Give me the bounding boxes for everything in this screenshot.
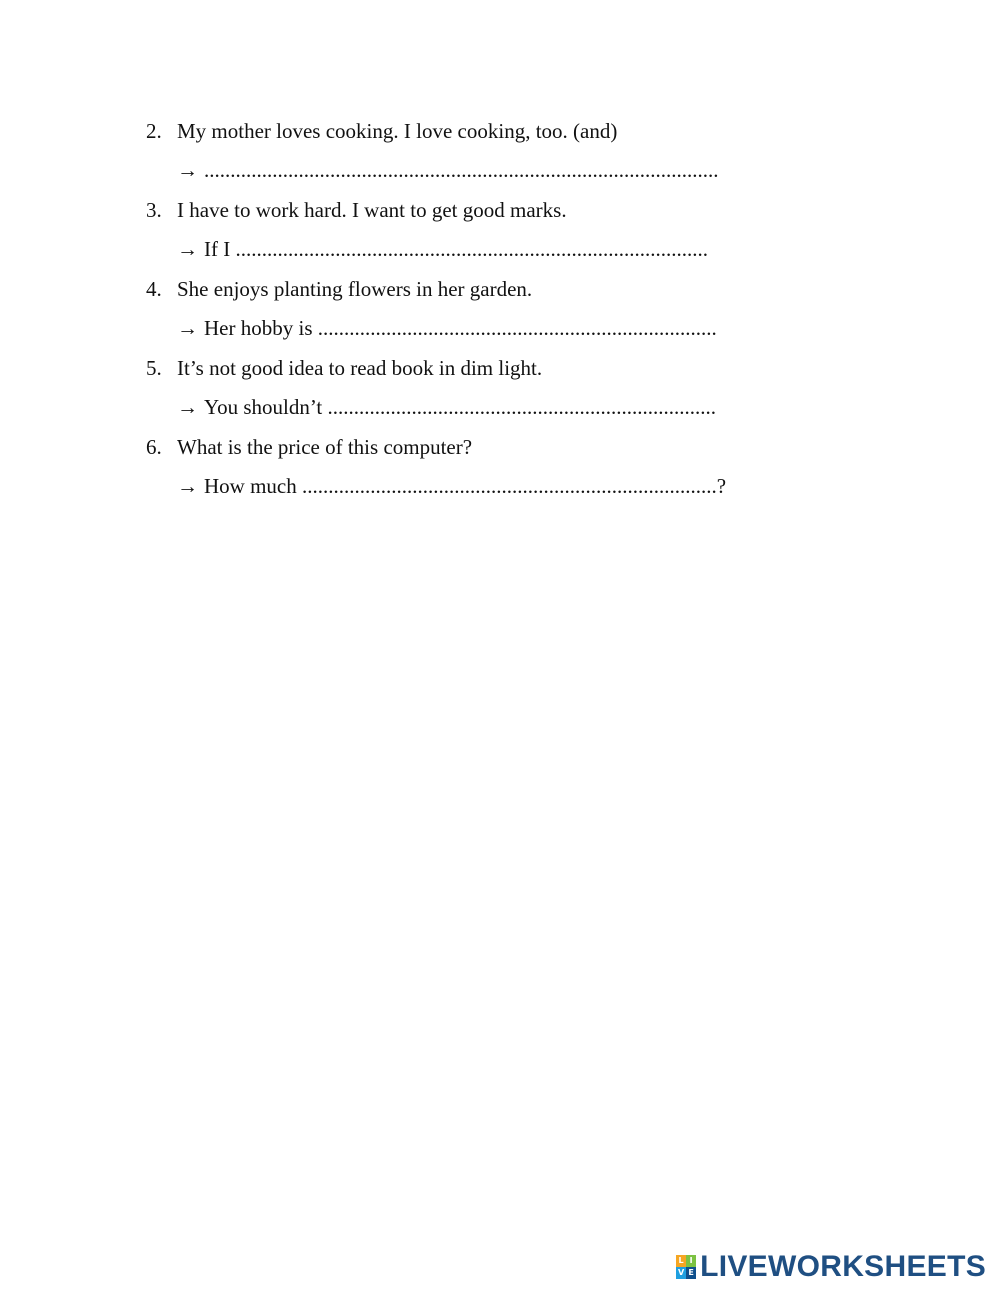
answer-line[interactable]	[146, 158, 846, 182]
exercise-item	[146, 119, 846, 182]
exercise-number: 4.	[146, 277, 162, 301]
answer-blank[interactable]: ............................................................................	[317, 316, 717, 340]
exercise-prompt: It’s not good idea to read book in dim light.	[177, 356, 543, 380]
exercise-item	[146, 356, 846, 419]
answer-line[interactable]	[146, 395, 846, 419]
exercise-number: 6.	[146, 435, 162, 459]
arrow-icon: →	[177, 316, 198, 340]
answer-line[interactable]	[146, 237, 846, 261]
answer-lead: How much	[204, 474, 297, 498]
answer-lead: Her hobby is	[204, 316, 313, 340]
exercise-prompt: My mother loves cooking. I love cooking, too. (and)	[177, 119, 618, 143]
exercise-prompt: She enjoys planting flowers in her garden.	[177, 277, 533, 301]
logo-letter: L	[676, 1255, 686, 1267]
exercise-number: 3.	[146, 198, 162, 222]
exercise-item	[146, 198, 846, 261]
answer-end: ?	[716, 474, 727, 498]
exercise-prompt: I have to work hard. I want to get good marks.	[177, 198, 567, 222]
arrow-icon: →	[177, 237, 198, 261]
live-logo-icon	[676, 1255, 696, 1279]
logo-letter: V	[678, 1268, 685, 1277]
exercise-number: 2.	[146, 119, 162, 143]
exercise-prompt: What is the price of this computer?	[177, 435, 473, 459]
answer-blank[interactable]: ..........................................................................................	[235, 237, 708, 261]
answer-blank[interactable]: ..................................................................................................	[204, 158, 719, 182]
exercise-item	[146, 277, 846, 340]
arrow-icon: →	[177, 158, 198, 182]
arrow-icon: →	[177, 395, 198, 419]
answer-lead: You shouldn’t	[204, 395, 323, 419]
exercise-number: 5.	[146, 356, 162, 380]
logo-letter: I	[686, 1255, 696, 1267]
answer-lead: If I	[204, 237, 231, 261]
arrow-icon: →	[177, 474, 198, 498]
brand-name: LIVEWORKSHEETS	[700, 1250, 986, 1283]
answer-line[interactable]	[146, 474, 846, 498]
exercise-item	[146, 435, 846, 498]
answer-line[interactable]	[146, 316, 846, 340]
logo-letter: E	[686, 1267, 696, 1279]
answer-blank[interactable]: ...............................................................................	[302, 474, 717, 498]
liveworksheets-brand	[676, 1252, 986, 1282]
answer-blank[interactable]: ..........................................................................	[327, 395, 717, 419]
